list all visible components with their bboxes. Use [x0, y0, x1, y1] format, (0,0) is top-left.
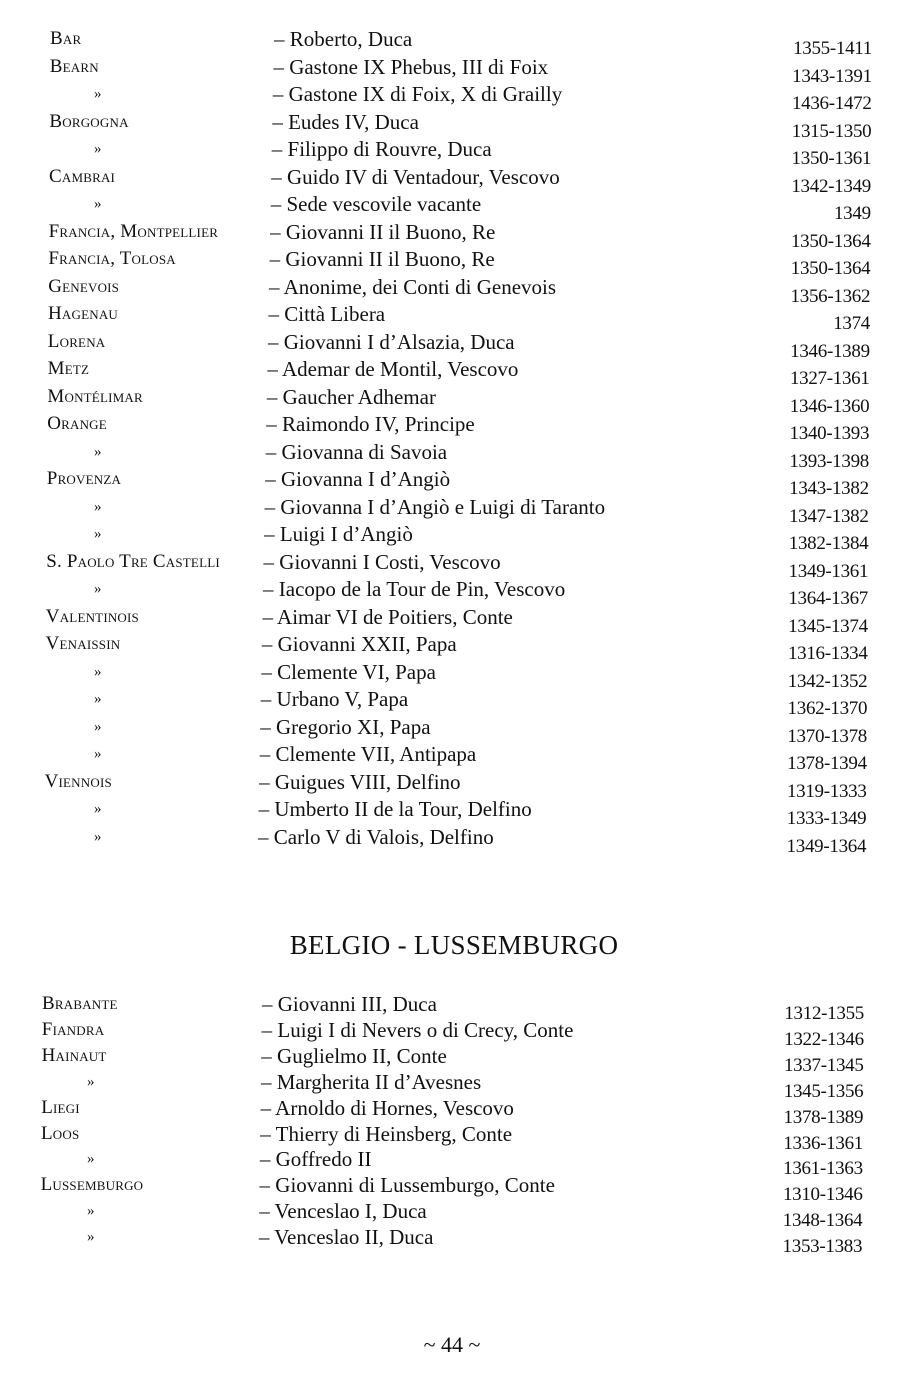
- place-name: Liegi: [41, 1096, 80, 1118]
- ruler-row: [0, 522, 898, 554]
- ditto-mark: »: [94, 691, 102, 707]
- ditto-mark: »: [94, 746, 102, 762]
- ditto-mark: »: [94, 663, 102, 680]
- reign-years: 1349: [833, 203, 871, 224]
- ruler-name: – Umberto II de la Tour, Delfino: [258, 797, 532, 821]
- place-name: Metz: [47, 358, 90, 379]
- ditto-mark: »: [94, 718, 102, 735]
- ruler-row: [0, 302, 898, 334]
- ruler-name: – Giovanni XXII, Papa: [261, 632, 457, 656]
- reign-years: 1336-1361: [783, 1132, 863, 1154]
- ruler-name: – Gastone IX di Foix, X di Grailly: [272, 82, 563, 106]
- place-name: Hagenau: [48, 303, 119, 324]
- ruler-name: – Guigues VIII, Delfino: [259, 769, 461, 794]
- ruler-row: [0, 1121, 898, 1154]
- place-name: Brabante: [42, 993, 118, 1014]
- ruler-row: [0, 1147, 898, 1180]
- ditto-mark: »: [94, 498, 102, 515]
- reign-years: 1347-1382: [788, 505, 869, 527]
- place-name: Cambrai: [49, 165, 116, 187]
- ruler-row: [0, 137, 898, 169]
- ruler-row: [0, 714, 898, 747]
- ditto-mark: »: [94, 86, 102, 102]
- ruler-row: [0, 192, 898, 224]
- ruler-name: – Giovanna I d’Angiò e Luigi di Taranto: [264, 494, 606, 519]
- ruler-name: – Gregorio XI, Papa: [260, 714, 431, 739]
- ruler-name: – Filippo di Rouvre, Duca: [271, 137, 492, 161]
- ruler-row: [0, 1095, 898, 1128]
- ditto-mark: »: [94, 196, 102, 212]
- ruler-name: – Venceslao I, Duca: [259, 1199, 427, 1224]
- ruler-row: [0, 1225, 898, 1258]
- ruler-row: [0, 687, 898, 719]
- reign-years: 1361-1363: [783, 1158, 863, 1180]
- ruler-row: [0, 797, 898, 829]
- ruler-name: – Giovanni II il Buono, Re: [270, 219, 496, 244]
- reign-years: 1343-1391: [792, 65, 872, 87]
- page-number: ~ 44 ~: [423, 1332, 481, 1357]
- ruler-row: [0, 742, 898, 774]
- ruler-name: – Giovanni III, Duca: [262, 992, 437, 1016]
- ruler-name: – Luigi I d’Angiò: [264, 522, 413, 546]
- reign-years: 1327-1361: [789, 368, 870, 389]
- reign-years: 1355-1411: [793, 38, 872, 59]
- ruler-name: – Luigi I di Nevers o di Crecy, Conte: [261, 1017, 574, 1042]
- reign-years: 1350-1364: [790, 230, 871, 252]
- ruler-name: – Gaucher Adhemar: [266, 384, 436, 409]
- ruler-row: [0, 1069, 898, 1102]
- place-name: Venaissin: [45, 633, 121, 654]
- place-name: Francia, Tolosa: [48, 248, 176, 269]
- reign-years: 1353-1383: [782, 1236, 863, 1258]
- reign-years: 1312-1355: [784, 1003, 864, 1024]
- reign-years: 1374: [833, 313, 870, 334]
- reign-years: 1345-1374: [788, 615, 868, 637]
- ruler-row: [0, 1017, 898, 1050]
- place-name: Montélimar: [47, 385, 143, 407]
- place-name: Orange: [47, 413, 107, 434]
- reign-years: 1350-1364: [790, 258, 871, 279]
- ruler-name: – Città Libera: [268, 302, 386, 326]
- reign-years: 1436-1472: [791, 93, 872, 114]
- ruler-row: [0, 219, 898, 252]
- ditto-mark: »: [94, 828, 102, 845]
- ruler-row: [0, 659, 898, 692]
- ruler-name: – Giovanni I d’Alsazia, Duca: [267, 329, 515, 354]
- reign-years: 1350-1361: [791, 148, 872, 169]
- ruler-row: [0, 27, 898, 59]
- ditto-mark: »: [94, 526, 102, 542]
- place-name: Valentinois: [45, 605, 139, 627]
- place-name: Bar: [50, 28, 82, 49]
- ruler-name: – Margherita II d’Avesnes: [260, 1069, 482, 1094]
- ruler-row: [0, 412, 898, 444]
- ruler-row: [0, 494, 898, 527]
- reign-years: 1378-1389: [783, 1106, 864, 1128]
- ruler-name: – Giovanna I d’Angiò: [265, 467, 451, 491]
- ruler-name: – Venceslao II, Duca: [258, 1225, 434, 1250]
- ruler-row: [0, 384, 898, 417]
- place-name: Provenza: [46, 468, 122, 489]
- reign-years: 1337-1345: [783, 1054, 864, 1076]
- ruler-name: – Iacopo de la Tour de Pin, Vescovo: [263, 577, 566, 601]
- ruler-name: – Aimar VI de Poitiers, Conte: [262, 604, 513, 629]
- ditto-mark: »: [87, 1229, 95, 1246]
- ruler-row: [0, 549, 898, 582]
- ruler-row: [0, 992, 898, 1024]
- ruler-row: [0, 274, 898, 307]
- ruler-name: – Arnoldo di Hornes, Vescovo: [260, 1095, 514, 1120]
- ditto-mark: »: [87, 1073, 95, 1090]
- ruler-row: [0, 109, 898, 142]
- ruler-name: – Urbano V, Papa: [260, 687, 409, 711]
- ruler-row: [0, 467, 898, 499]
- place-name: Borgogna: [49, 110, 129, 132]
- reign-years: 1393-1398: [789, 450, 869, 472]
- reign-years: 1346-1360: [789, 395, 870, 417]
- ditto-mark: »: [94, 443, 102, 460]
- place-name: Lussemburgo: [40, 1174, 144, 1196]
- place-name: Lorena: [47, 330, 106, 352]
- ruler-name: – Clemente VI, Papa: [261, 659, 436, 684]
- ruler-name: – Thierry di Heinsberg, Conte: [260, 1121, 513, 1146]
- ruler-name: – Giovanni di Lussemburgo, Conte: [259, 1173, 555, 1198]
- reign-years: 1349-1361: [788, 560, 869, 582]
- reign-years: 1322-1346: [784, 1028, 864, 1050]
- ruler-row: [0, 632, 898, 664]
- place-name: Bearn: [49, 55, 99, 77]
- ditto-mark: »: [94, 581, 102, 597]
- ruler-row: [0, 54, 898, 87]
- reign-years: 1349-1364: [786, 835, 867, 857]
- reign-years: 1370-1378: [787, 725, 867, 747]
- ruler-row: [0, 1173, 898, 1206]
- reign-years: 1382-1384: [788, 533, 869, 554]
- reign-years: 1342-1352: [787, 670, 868, 692]
- place-name: Genevois: [48, 275, 120, 297]
- reign-years: 1315-1350: [791, 120, 872, 142]
- section-heading: BELGIO - LUSSEMBURGO: [289, 930, 619, 960]
- ruler-row: [0, 82, 898, 114]
- reign-years: 1346-1389: [790, 340, 870, 362]
- ruler-row: [0, 769, 898, 802]
- reign-years: 1319-1333: [786, 780, 867, 802]
- reign-years: 1342-1349: [791, 175, 871, 197]
- ruler-name: – Gastone IX Phebus, III di Foix: [273, 54, 549, 79]
- ruler-row: [0, 439, 898, 472]
- ditto-mark: »: [87, 1203, 95, 1220]
- ruler-row: [0, 577, 898, 609]
- reign-years: 1362-1370: [787, 698, 868, 719]
- ditto-mark: »: [87, 1151, 95, 1168]
- reign-years: 1364-1367: [788, 588, 868, 609]
- ruler-row: [0, 357, 898, 389]
- ruler-row: [0, 824, 898, 857]
- ditto-mark: »: [94, 141, 102, 157]
- ruler-row: [0, 1043, 898, 1076]
- ruler-name: – Giovanni I Costi, Vescovo: [263, 549, 501, 574]
- place-name: Hainaut: [41, 1044, 107, 1066]
- place-name: S. Paolo Tre Castelli: [46, 550, 220, 572]
- ruler-name: – Goffredo II: [259, 1147, 372, 1172]
- ruler-name: – Giovanna di Savoia: [265, 439, 448, 464]
- ruler-name: – Roberto, Duca: [274, 27, 413, 51]
- ruler-row: [0, 164, 898, 197]
- ruler-name: – Raimondo IV, Principe: [266, 412, 475, 436]
- place-name: Viennois: [44, 770, 112, 792]
- reign-years: 1345-1356: [783, 1080, 864, 1102]
- ruler-name: – Eudes IV, Duca: [272, 109, 419, 134]
- ruler-name: – Anonime, dei Conti di Genevois: [269, 274, 557, 299]
- reign-years: 1378-1394: [787, 753, 867, 774]
- ruler-name: – Ademar de Montil, Vescovo: [267, 357, 519, 381]
- ruler-row: [0, 1199, 898, 1232]
- ruler-name: – Carlo V di Valois, Delfino: [258, 824, 494, 849]
- reign-years: 1316-1334: [787, 643, 868, 664]
- ruler-row: [0, 247, 898, 279]
- reign-years: 1340-1393: [789, 423, 870, 444]
- place-name: Fiandra: [41, 1018, 105, 1040]
- reign-years: 1343-1382: [789, 478, 869, 499]
- place-name: Francia, Montpellier: [48, 220, 219, 242]
- ruler-name: – Guido IV di Ventadour, Vescovo: [271, 164, 560, 189]
- reign-years: 1333-1349: [786, 808, 867, 829]
- place-name: Loos: [41, 1122, 80, 1144]
- ruler-name: – Clemente VII, Antipapa: [259, 742, 477, 766]
- ruler-row: [0, 329, 898, 362]
- ruler-name: – Giovanni II il Buono, Re: [269, 247, 495, 271]
- ruler-name: – Guglielmo II, Conte: [261, 1043, 447, 1068]
- ditto-mark: »: [94, 801, 102, 817]
- reign-years: 1348-1364: [782, 1210, 863, 1232]
- reign-years: 1356-1362: [790, 285, 871, 307]
- reign-years: 1310-1346: [782, 1184, 863, 1206]
- ruler-name: – Sede vescovile vacante: [270, 192, 482, 216]
- ruler-row: [0, 604, 898, 637]
